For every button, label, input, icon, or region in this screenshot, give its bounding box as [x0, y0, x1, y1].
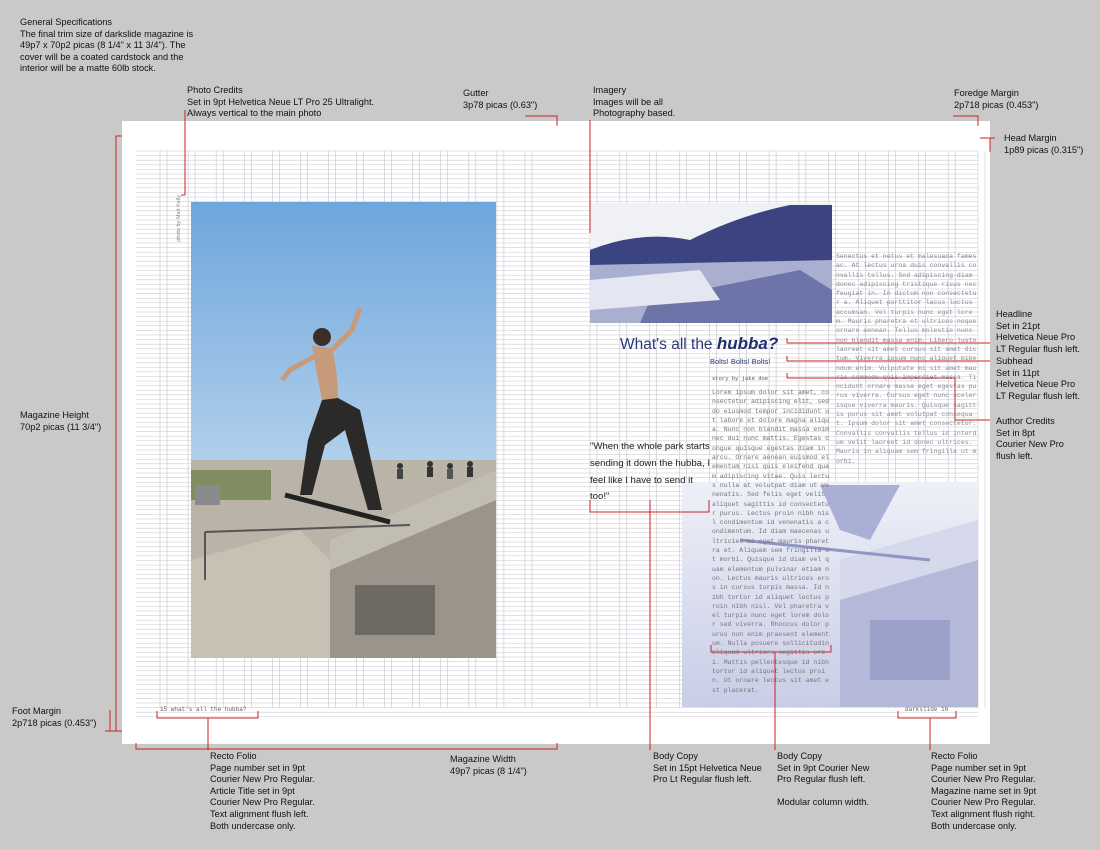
annotation-line: 1p89 picas (0.315") — [1004, 144, 1084, 155]
annotation-line: 2p718 picas (0.453") — [954, 99, 1039, 110]
annotation-line: Courier New Pro — [996, 439, 1064, 450]
annotation-title: Headline — [996, 309, 1033, 319]
annotation-line: LT Regular flush left. — [996, 390, 1080, 401]
annotation-line: Set in 9pt Courier New — [777, 762, 870, 773]
annotation-title: Author Credits — [996, 416, 1055, 426]
headline-emphasis: hubba? — [716, 334, 779, 353]
annotation-title: Photo Credits — [187, 85, 243, 95]
annotation-line: Article Title set in 9pt — [210, 785, 295, 796]
folio-left: 15 what's all the hubba? — [160, 706, 247, 713]
annotation-title: Subhead — [996, 356, 1033, 366]
annotation-title: Body Copy — [653, 751, 698, 761]
annotation-line: Set in 11pt — [996, 367, 1040, 378]
annotation-line: Photography based. — [593, 108, 676, 119]
annotation-title: Imagery — [593, 85, 627, 95]
body-copy-column-1: Lorem ipsum dolor sit amet, consectetur adipiscing elit, sed do eiusmod tempor incididunt ut labore et dolore magna aliqua. Nunc non blandit massa enim nec dui nunc mattis. Egestas congue quisque egestas diam in arcu. Ornare aenean euismod elementum nisi quis eleifend quam adipiscing vitae. Quis lectus nulla at volutpat diam ut venenatis. Sed felis eget velit aliquet sagittis id consectetur purus. Lectus proin nibh nisl condimentum id venenatis a condimentum. Id diam maecenas ultricies mi eget mauris pharetra et. Aliquam sem fringilla ut morbi. Quisque id diam vel quam elementum pulvinar etiam non. Lectus mauris ultrices eros in cursus turpis massa. Id nibh tortor id aliquet lectus proin nibh nisl. Vel pharetra vel turpis nunc eget lorem dolor sed viverra. Rhoncus dolor purus non enim praesent elementum. Nulla posuere sollicitudin aliquam ultrices sagittis orci. Mattis pellentesque id nibh tortor id aliquet lectus proin. Ut ornare lectus sit amet est placerat. — [712, 389, 830, 694]
headline-text: What's all the — [620, 336, 717, 353]
annotation-line: Magazine name set in 9pt — [931, 785, 1037, 796]
annotation-line: Text alignment flush left. — [210, 808, 309, 819]
subhead: Bolts! Bolts! Bolts! — [710, 357, 771, 366]
annotation-line: Modular column width. — [777, 797, 869, 808]
annotation-line: interior will be a matte 60lb stock. — [20, 63, 156, 74]
annotation-line: 49p7 picas (8 1/4") — [450, 765, 527, 776]
annotation-line: Page number set in 9pt — [210, 762, 305, 773]
annotation-line: 3p78 picas (0.63") — [463, 99, 538, 110]
body-copy-column-2: Senectus et netus et malesuada fames ac. At lectus urna duis convallis convallis tellus. Sed adipiscing diam donec adipiscing tristique risus nec feugiat in. In dictum non consectetur a. Aliquet porttitor lacus luctus accumsan. Vel turpis nunc eget lorem. Mauris pharetra et ultrices neque ornare aenean. Tellus molestie nunc non blandit massa enim. Libero justo laoreet sit amet cursus sit amet dictum. Viverra ipsum nunc aliquet bibendum enim. Vulputate mi sit amet mauris commodo quis imperdiet massa. Tincidunt ornare massa eget egestas purus viverra. Cursus eget nunc scelerisque viverra mauris. Quisque sagittis purus sit amet volutpat consequat. Ipsum dolor sit amet consectetur. Convallis convallis tellus id interdum velit laoreet id donec ultrices. Mauris in aliquam sem fringilla ut morbi. — [836, 253, 977, 465]
annotation-line: Courier New Pro Regular. — [931, 797, 1036, 808]
annotation-line: Helvetica Neue Pro — [996, 379, 1076, 390]
annotation-title: Recto Folio — [931, 751, 978, 761]
annotation-line: Set in 8pt — [996, 427, 1035, 438]
annotation-line: Courier New Pro Regular. — [931, 774, 1036, 785]
annotation-line: flush left. — [996, 450, 1033, 461]
annotation-line: Courier New Pro Regular. — [210, 774, 315, 785]
annotation-title: General Specifications — [20, 17, 112, 27]
annotation-line: Page number set in 9pt — [931, 762, 1026, 773]
annotation-line: Courier New Pro Regular. — [210, 797, 315, 808]
annotation-title: Gutter — [463, 88, 489, 98]
annotation-line: Both undercase only. — [931, 820, 1017, 831]
annotation-line: Pro Regular flush left. — [777, 774, 866, 785]
annotation-line: cover will be a coated cardstock and the — [20, 51, 184, 62]
annotation-line: LT Regular flush left. — [996, 343, 1080, 354]
annotation-title: Head Margin — [1004, 133, 1057, 143]
pull-quote: "When the whole park starts sending it down the hubba, I feel like I have to send it too!" — [590, 441, 711, 503]
annotation-title: Magazine Height — [20, 410, 89, 420]
annotation-title: Magazine Width — [450, 754, 516, 764]
annotation-title: Foredge Margin — [954, 88, 1019, 98]
annotation-title: Recto Folio — [210, 751, 257, 761]
annotation-line: Helvetica Neue Pro — [996, 332, 1076, 343]
annotation-line: Images will be all — [593, 96, 663, 107]
folio-right: darkslide 16 — [905, 706, 949, 713]
headline — [620, 334, 778, 354]
annotation-line: The final trim size of darkslide magazine is — [20, 28, 194, 39]
annotation-line: Pro Lt Regular flush left. — [653, 774, 752, 785]
imagery-photo — [590, 203, 832, 323]
annotation-line: Set in 9pt Helvetica Neue LT Pro 25 Ultralight. — [187, 96, 375, 107]
annotation-line: Set in 15pt Helvetica Neue — [653, 762, 762, 773]
annotation-line: Always vertical to the main photo — [187, 108, 322, 119]
annotation-line: Set in 21pt — [996, 320, 1040, 331]
annotation-line: Both undercase only. — [210, 820, 296, 831]
main-skate-photo — [191, 202, 496, 658]
annotation-line: Text alignment flush right. — [931, 808, 1036, 819]
annotation-line: 49p7 x 70p2 picas (8 1/4" x 11 3/4"). The — [20, 40, 186, 51]
photo-credit: photo by Matt Kelly — [176, 195, 182, 242]
annotation-title: Body Copy — [777, 751, 822, 761]
annotation-line: 70p2 picas (11 3/4") — [20, 421, 102, 432]
author-credit: story by jake doe — [712, 375, 769, 382]
annotation-line: 2p718 picas (0.453") — [12, 717, 97, 728]
annotation-title: Foot Margin — [12, 706, 62, 716]
